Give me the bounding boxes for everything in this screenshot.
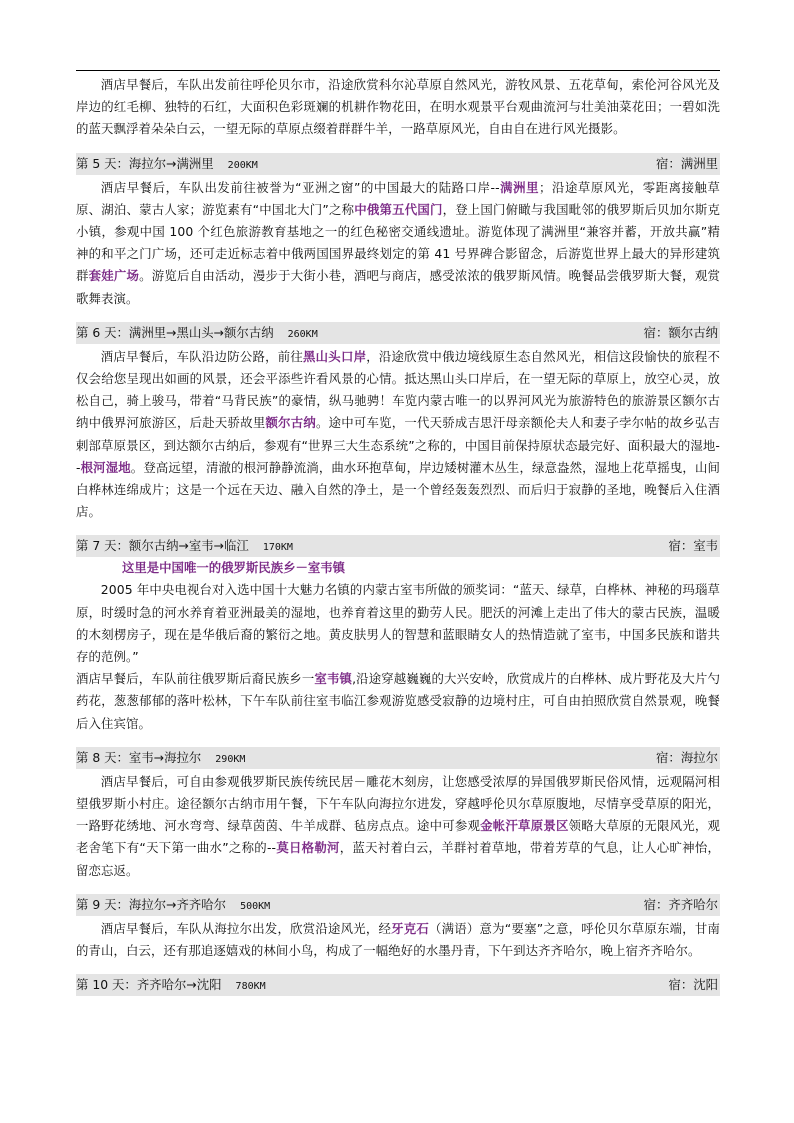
day9-header <box>76 894 720 916</box>
document-page <box>76 70 720 996</box>
day6-text-3: 。途中可车览，一代天骄成吉思汗母亲额伦夫人和妻子孛尔帖的故乡弘吉剌部草原景区，到达额尔古纳后，参观有“世界三大生态系统”之称的，中国目前保持原状态最完好、面积最大的湿地-- <box>76 415 721 475</box>
day6-stay: 宿：额尔古纳 <box>643 324 718 340</box>
day5-route <box>76 153 258 175</box>
day10-route <box>76 974 266 996</box>
day7-text-2: ,沿途穿越巍巍的大兴安岭，欣赏成片的白桦林、成片野花及大片勺药花，葱葱郁郁的落叶松林，下午车队前往室韦临江参观游览感受寂静的边境村庄，可自由拍照欣赏自然景观，晚餐后入住宾馆。 <box>76 671 720 731</box>
day6-highlight-heishantou: 黑山头口岸 <box>303 348 367 364</box>
day8-header <box>76 747 720 769</box>
day5-text-2: ；沿途草原风光，零距离接触草原、湖泊、蒙古人家；游览素有“中国北大门”之称 <box>76 179 720 217</box>
day7-distance: 170KM <box>262 542 293 554</box>
day9-stay: 宿：齐齐哈尔 <box>643 896 718 912</box>
day8-route <box>76 747 245 769</box>
day5-text-3: ，登上国门俯瞰与我国毗邻的俄罗斯后贝加尔斯克小镇，参观中国 100 个红色旅游教育基地之一的红色秘密交通线遗址。游览体现了满洲里“兼容并蓄，开放共赢”精神的和平之门广场，还可走近标志着中俄两国国界最终划定的第 41 号界碑合影留念，后游览世界上最大的异形建筑群 <box>76 201 721 284</box>
day7-stay: 宿：室韦 <box>668 538 718 554</box>
day5-distance: 200KM <box>227 159 258 171</box>
day4-paragraph <box>76 74 720 141</box>
day7-title: 第 7 天：额尔古纳→室韦→临江 <box>76 538 249 554</box>
day7-highlight-shiwei: 室韦镇 <box>314 671 353 687</box>
day6-highlight-ergun: 额尔古纳 <box>265 415 316 431</box>
day6-text-1: 酒店早餐后，车队沿边防公路，前往 <box>100 348 304 364</box>
day7-route <box>76 535 293 557</box>
day10-header <box>76 974 720 996</box>
day7-text-1: 酒店早餐后，车队前往俄罗斯后裔民族乡一 <box>76 671 315 687</box>
day10-title: 第 10 天：齐齐哈尔→沈阳 <box>76 977 222 993</box>
day7-header <box>76 535 720 557</box>
day6-text-4: 。登高远望，清澈的根河静静流淌，曲水环抱草甸，岸边矮树灌木丛生，绿意盎然，湿地上花草摇曳，山间白桦林连绵成片；这是一个远在天边、融入自然的净土，是一个曾经轰轰烈烈、而后归于寂静的圣地，晚餐后入住酒店。 <box>76 459 720 520</box>
day6-header <box>76 322 720 344</box>
day6-title: 第 6 天：满洲里→黑山头→额尔古纳 <box>76 324 274 340</box>
top-rule <box>76 70 720 71</box>
day8-highlight-morigele: 莫日格勒河 <box>276 840 340 856</box>
day6-text-2: ，沿途欣赏中俄边境线原生态自然风光，相信这段愉快的旅程不仅会给您呈现出如画的风景，还会平添些许看风景的心情。抵达黑山头口岸后，在一望无际的草原上，放空心灵，放松自己，骑上骏马，带着“马背民族”的豪情，纵马驰骋！车览内蒙古唯一的以界河风光为旅游特色的旅游景区额尔古纳中俄界河旅游区，后赴天骄故里 <box>76 348 720 431</box>
day9-text-1: 酒店早餐后，车队从海拉尔出发，欣赏沿途风光，经 <box>100 920 392 936</box>
day9-paragraph <box>76 918 720 962</box>
day9-route <box>76 894 270 916</box>
day8-text-3: ，蓝天衬着白云，羊群衬着草地，带着芳草的气息，让人心旷神怡，留恋忘返。 <box>76 840 721 878</box>
day7-paragraph <box>76 668 720 735</box>
day5-highlight-manzhouli: 满洲里 <box>499 179 540 195</box>
day9-title: 第 9 天：海拉尔→齐齐哈尔 <box>76 896 227 912</box>
day8-text-1: 酒店早餐后，可自由参观俄罗斯民族传统民居－雕花木刻房，让您感受浓厚的异国俄罗斯民俗风情，远观隔河相望俄罗斯小村庄。途径额尔古纳市用午餐，下午车队向海拉尔进发，穿越呼伦贝尔草原腹地，尽情享受草原的阳光，一路野花绣地、河水弯弯、绿草茵茵、牛羊成群、毡房点点。途中可参观 <box>76 773 720 834</box>
day5-highlight-gate: 中俄第五代国门 <box>354 201 443 217</box>
day8-stay: 宿：海拉尔 <box>656 749 718 765</box>
day9-distance: 500KM <box>240 900 271 912</box>
day10-distance: 780KM <box>235 981 266 993</box>
day7-quote <box>76 579 720 668</box>
day8-text-2: 领略大草原的无限风光，观老舍笔下有“天下第一曲水”之称的-- <box>76 818 721 856</box>
day5-paragraph <box>76 177 720 310</box>
day8-distance: 290KM <box>215 753 246 765</box>
day9-highlight-yakeshi: 牙克石 <box>391 920 430 936</box>
day5-text-4: 。游览后自由活动，漫步于大街小巷，酒吧与商店，感受浓浓的俄罗斯风情。晚餐品尝俄罗斯大餐，观赏歌舞表演。 <box>76 268 720 306</box>
day5-text-1: 酒店早餐后，车队出发前往被誉为“亚洲之窗”的中国最大的陆路口岸-- <box>100 179 500 195</box>
day5-title: 第 5 天：海拉尔→满洲里 <box>76 155 214 171</box>
day6-route <box>76 322 318 344</box>
day8-highlight-golden-horde: 金帐汗草原景区 <box>480 818 569 834</box>
day7-subtitle: 这里是中国唯一的俄罗斯民族乡－室韦镇 <box>122 560 346 576</box>
day5-stay: 宿：满洲里 <box>656 155 718 171</box>
day8-title: 第 8 天：室韦→海拉尔 <box>76 749 202 765</box>
day6-distance: 260KM <box>287 328 318 340</box>
day4-text: 酒店早餐后，车队出发前往呼伦贝尔市，沿途欣赏科尔沁草原自然风光，游牧风景、五花草甸，索伦河谷风光及岸边的红毛柳、独特的石红，大面积色彩斑斓的机耕作物花田，在明水观景平台观曲流河与壮美油菜花田；一碧如洗的蓝天飘浮着朵朵白云，一望无际的草原点缀着群群牛羊，一路草原风光，自由自在进行风光摄影。 <box>76 77 720 137</box>
day5-highlight-matryoshka: 套娃广场 <box>88 268 140 284</box>
day7-quote-text: 2005 年中央电视台对入选中国十大魅力名镇的内蒙古室韦所做的颁奖词：“蓝天、绿草，白桦林、神秘的玛瑙草原，时缓时急的河水养育着亚洲最美的湿地，也养育着这里的勤劳人民。肥沃的河滩上走出了伟大的蒙古民族，温暖的木刻楞房子，现在是华俄后裔的繁衍之地。黄皮肤男人的智慧和蓝眼睛女人的热情造就了室韦，中国多民族和谐共存的范例。” <box>76 582 720 665</box>
day8-paragraph <box>76 771 720 882</box>
day6-highlight-wetland: 根河湿地 <box>80 459 131 475</box>
day10-stay: 宿：沈阳 <box>668 977 718 993</box>
day6-paragraph <box>76 346 720 524</box>
day9-text-2: （满语）意为“要塞”之意，呼伦贝尔草原东端，甘南的青山，白云，还有那追逐嬉戏的林间小鸟，构成了一幅绝好的水墨丹青，下午到达齐齐哈尔，晚上宿齐齐哈尔。 <box>76 920 720 959</box>
day5-header <box>76 153 720 175</box>
